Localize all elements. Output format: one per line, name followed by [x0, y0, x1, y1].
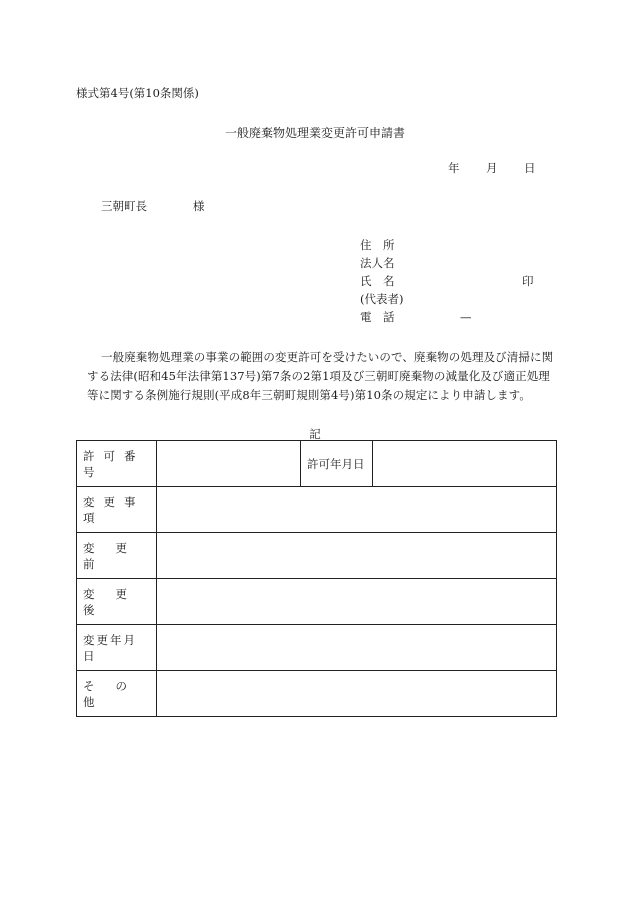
- applicant-phone-row: [360, 308, 540, 326]
- change-date-text: 変更年月日: [83, 632, 137, 663]
- table-row: [77, 625, 557, 671]
- table-row: [77, 671, 557, 717]
- date-year: 年: [448, 161, 460, 175]
- before-change-text: 変更前: [83, 540, 148, 571]
- applicant-block: [360, 236, 540, 326]
- date-day: 日: [524, 161, 536, 175]
- other-text: その他: [83, 678, 148, 709]
- permit-number-text: 許可番号: [83, 448, 145, 479]
- applicant-address-label: 住 所: [360, 238, 395, 252]
- document-title: 一般廃棄物処理業変更許可申請書: [224, 126, 405, 140]
- table-row: [77, 441, 557, 487]
- application-statement: 一般廃棄物処理業の事業の範囲の変更許可を受けたいので、廃棄物の処理及び清掃に関する法律(昭和45年法律第137号)第7条の2第1項及び三朝町廃棄物の減量化及び適正処理等に関する条例施行規則(平成8年三朝町規則第4号)第10条の規定により申請します。: [87, 350, 554, 402]
- date-month: 月: [486, 161, 498, 175]
- other-field[interactable]: [157, 671, 557, 717]
- before-change-field[interactable]: [157, 533, 557, 579]
- change-date-label: [77, 625, 157, 671]
- after-change-text: 変更後: [83, 586, 148, 617]
- change-item-text: 変更事項: [83, 494, 145, 525]
- applicant-phone-label: 電 話: [360, 310, 395, 324]
- change-item-field[interactable]: [157, 487, 557, 533]
- form-number: 様式第4号(第10条関係): [76, 86, 199, 100]
- addressee-honorific: 様: [193, 199, 205, 213]
- change-item-label: [77, 487, 157, 533]
- applicant-corporate-name-label: 法人名: [360, 256, 395, 270]
- table-row: [77, 579, 557, 625]
- permit-number-label: [77, 441, 157, 487]
- addressee-name: 三朝町長: [101, 199, 147, 213]
- applicant-representative-label: (代表者): [360, 292, 404, 306]
- applicant-name-row: [360, 272, 540, 290]
- table-row: [77, 533, 557, 579]
- permit-date-field[interactable]: [373, 441, 557, 487]
- addressee: [101, 198, 205, 214]
- permit-number-field[interactable]: [157, 441, 301, 487]
- date-line: [448, 160, 536, 176]
- change-date-field[interactable]: [157, 625, 557, 671]
- after-change-label: [77, 579, 157, 625]
- ki-heading: 記: [309, 427, 321, 441]
- permit-date-label: 許可年月日: [301, 441, 373, 487]
- other-label: [77, 671, 157, 717]
- application-table: [76, 440, 557, 717]
- phone-dash: —: [460, 310, 472, 324]
- seal-mark: 印: [522, 274, 534, 288]
- applicant-name-label: 氏 名: [360, 274, 395, 288]
- before-change-label: [77, 533, 157, 579]
- table-row: [77, 487, 557, 533]
- after-change-field[interactable]: [157, 579, 557, 625]
